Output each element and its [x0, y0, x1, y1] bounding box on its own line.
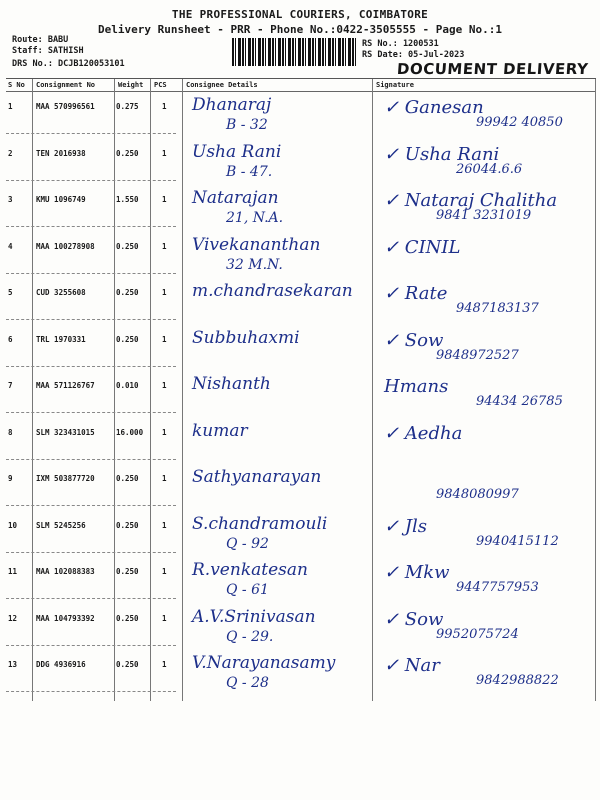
barcode: [232, 38, 356, 66]
consignee-name: kumar: [192, 420, 248, 441]
route-label: Route: BABU: [12, 35, 69, 45]
consignment-number: KMU 1096749: [36, 195, 86, 204]
consignee-name: Subbuhaxmi: [192, 327, 300, 348]
consignment-number: SLM 323431015: [36, 427, 95, 437]
consignment-number: DDG 4936916: [36, 660, 86, 669]
signature: ✓ Nataraj Chalitha: [384, 190, 558, 211]
phone-number: 9487183137: [456, 301, 539, 316]
serial-number: 12: [8, 613, 18, 623]
rs-number: RS No.: 1200531: [362, 39, 439, 49]
serial-number: 4: [8, 241, 13, 251]
pieces-count: 1: [162, 381, 167, 390]
weight-value: 0.010: [116, 381, 139, 390]
consignee-address: B - 47.: [226, 163, 273, 180]
col-consignment: Consignment No: [36, 81, 96, 89]
signature: Hmans: [384, 376, 449, 397]
pieces-count: 1: [162, 102, 167, 111]
consignee-address: Q - 28: [226, 675, 269, 691]
runsheet-title: Delivery Runsheet - PRR - Phone No.:0422-3505555 - Page No.:1: [98, 23, 502, 36]
row-separator: [6, 505, 176, 506]
phone-number: 9842988822: [476, 673, 559, 688]
signature: ✓ Sow: [384, 329, 444, 351]
pieces-count: 1: [162, 288, 167, 297]
signature: ✓ Jls: [384, 515, 428, 537]
drs-number: DRS No.: DCJB120053101: [12, 59, 125, 69]
consignee-name: A.V.Srinivasan: [192, 606, 316, 627]
consignee-address: Q - 61: [226, 582, 269, 598]
signature: ✓ Mkw: [384, 562, 450, 583]
serial-number: 11: [8, 567, 18, 576]
serial-number: 8: [8, 427, 13, 437]
row-separator: [6, 180, 176, 181]
consignee-name: Usha Rani: [192, 141, 282, 162]
signature: ✓ CINIL: [384, 236, 461, 258]
col-consignee: Consignee Details: [186, 81, 258, 89]
consignment-number: MAA 570996561: [36, 102, 95, 111]
phone-number: 9848080997: [436, 487, 519, 502]
table-row: [6, 279, 596, 325]
phone-number: 9952075724: [436, 626, 519, 642]
row-separator: [6, 598, 176, 599]
signature: ✓ Rate: [384, 283, 448, 304]
pieces-count: 1: [162, 567, 167, 576]
col-weight: Weight: [118, 81, 144, 89]
table-row: [6, 558, 596, 604]
consignment-number: MAA 100278908: [36, 241, 95, 251]
table-row: [6, 651, 596, 697]
runsheet-table: [6, 78, 596, 701]
pieces-count: 1: [162, 613, 167, 623]
phone-number: 94434 26785: [476, 394, 563, 409]
consignee-name: S.chandramouli: [192, 513, 328, 534]
phone-number: 9841 3231019: [436, 208, 532, 223]
row-separator: [6, 273, 176, 274]
consignee-name: R.venkatesan: [192, 560, 308, 580]
document-delivery-stamp: DOCUMENT DELIVERY: [396, 60, 589, 78]
row-separator: [6, 319, 176, 320]
row-separator: [6, 459, 176, 460]
serial-number: 13: [8, 660, 18, 669]
table-row: [6, 372, 596, 418]
consignment-number: MAA 102088383: [36, 567, 95, 576]
serial-number: 1: [8, 102, 13, 111]
weight-value: 0.275: [116, 102, 139, 111]
table-row: [6, 326, 596, 372]
table-row: [6, 140, 596, 186]
row-separator: [6, 226, 176, 227]
weight-value: 0.250: [116, 241, 139, 251]
consignee-name: Vivekananthan: [192, 234, 321, 255]
serial-number: 10: [8, 520, 18, 530]
signature: ✓ Ganesan: [384, 97, 484, 118]
signature: ✓ Sow: [384, 608, 444, 630]
row-separator: [6, 412, 176, 413]
col-pcs: PCS: [154, 81, 167, 89]
table-row: [6, 512, 596, 558]
row-separator: [6, 133, 176, 134]
phone-number: 9447757953: [456, 580, 539, 595]
table-row: [6, 186, 596, 232]
signature: ✓ Nar: [384, 655, 440, 676]
phone-number: 9848972527: [436, 347, 519, 363]
pieces-count: 1: [162, 520, 167, 530]
consignee-name: V.Narayanasamy: [192, 653, 336, 673]
weight-value: 0.250: [116, 567, 139, 576]
consignment-number: IXM 503877720: [36, 474, 95, 483]
weight-value: 1.550: [116, 195, 139, 204]
consignee-address: B - 32: [226, 117, 268, 133]
rs-date: RS Date: 05-Jul-2023: [362, 50, 465, 60]
pieces-count: 1: [162, 195, 167, 204]
table-row: [6, 465, 596, 511]
signature: ✓ Usha Rani: [384, 143, 500, 165]
weight-value: 0.250: [116, 520, 139, 530]
row-separator: [6, 691, 176, 692]
row-separator: [6, 645, 176, 646]
row-separator: [6, 552, 176, 553]
header-rule: [6, 91, 596, 92]
weight-value: 0.250: [116, 148, 139, 158]
row-separator: [6, 366, 176, 367]
staff-label: Staff: SATHISH: [12, 46, 84, 56]
table-row: [6, 605, 596, 651]
table-row: [6, 93, 596, 139]
consignment-number: SLM 5245256: [36, 520, 86, 530]
consignee-name: Dhanaraj: [192, 95, 272, 115]
serial-number: 5: [8, 288, 13, 297]
pieces-count: 1: [162, 148, 167, 158]
table-row: [6, 233, 596, 279]
consignee-address: 32 M.N.: [226, 256, 283, 273]
pieces-count: 1: [162, 660, 167, 669]
weight-value: 0.250: [116, 334, 139, 344]
pieces-count: 1: [162, 334, 167, 344]
consignee-name: Nishanth: [192, 374, 271, 394]
pieces-count: 1: [162, 427, 167, 437]
company-title: THE PROFESSIONAL COURIERS, COIMBATORE: [171, 8, 429, 21]
serial-number: 7: [8, 381, 13, 390]
consignment-number: MAA 571126767: [36, 381, 95, 390]
consignee-name: Sathyanarayan: [192, 467, 322, 487]
consignee-address: 21, N.A.: [226, 210, 284, 226]
serial-number: 2: [8, 148, 13, 158]
consignment-number: MAA 104793392: [36, 613, 95, 623]
col-sno: S No: [8, 81, 25, 89]
serial-number: 3: [8, 195, 13, 204]
serial-number: 6: [8, 334, 13, 344]
consignment-number: CUD 3255608: [36, 288, 86, 297]
weight-value: 0.250: [116, 660, 139, 669]
consignee-address: Q - 92: [226, 535, 269, 552]
pieces-count: 1: [162, 241, 167, 251]
consignment-number: TEN 2016938: [36, 148, 86, 158]
col-signature: Signature: [376, 81, 414, 89]
signature: ✓ Aedha: [384, 422, 463, 444]
weight-value: 0.250: [116, 613, 139, 623]
serial-number: 9: [8, 474, 13, 483]
phone-number: 9940415112: [476, 533, 559, 549]
consignee-name: m.chandrasekaran: [192, 281, 353, 301]
pieces-count: 1: [162, 474, 167, 483]
phone-number: 99942 40850: [476, 115, 563, 130]
consignment-number: TRL 1970331: [36, 334, 86, 344]
phone-number: 26044.6.6: [456, 161, 523, 177]
table-row: [6, 419, 596, 465]
weight-value: 16.000: [116, 427, 144, 437]
consignee-address: Q - 29.: [226, 628, 274, 645]
consignee-name: Natarajan: [192, 188, 279, 208]
weight-value: 0.250: [116, 288, 139, 297]
table-header: [6, 79, 596, 91]
weight-value: 0.250: [116, 474, 139, 483]
